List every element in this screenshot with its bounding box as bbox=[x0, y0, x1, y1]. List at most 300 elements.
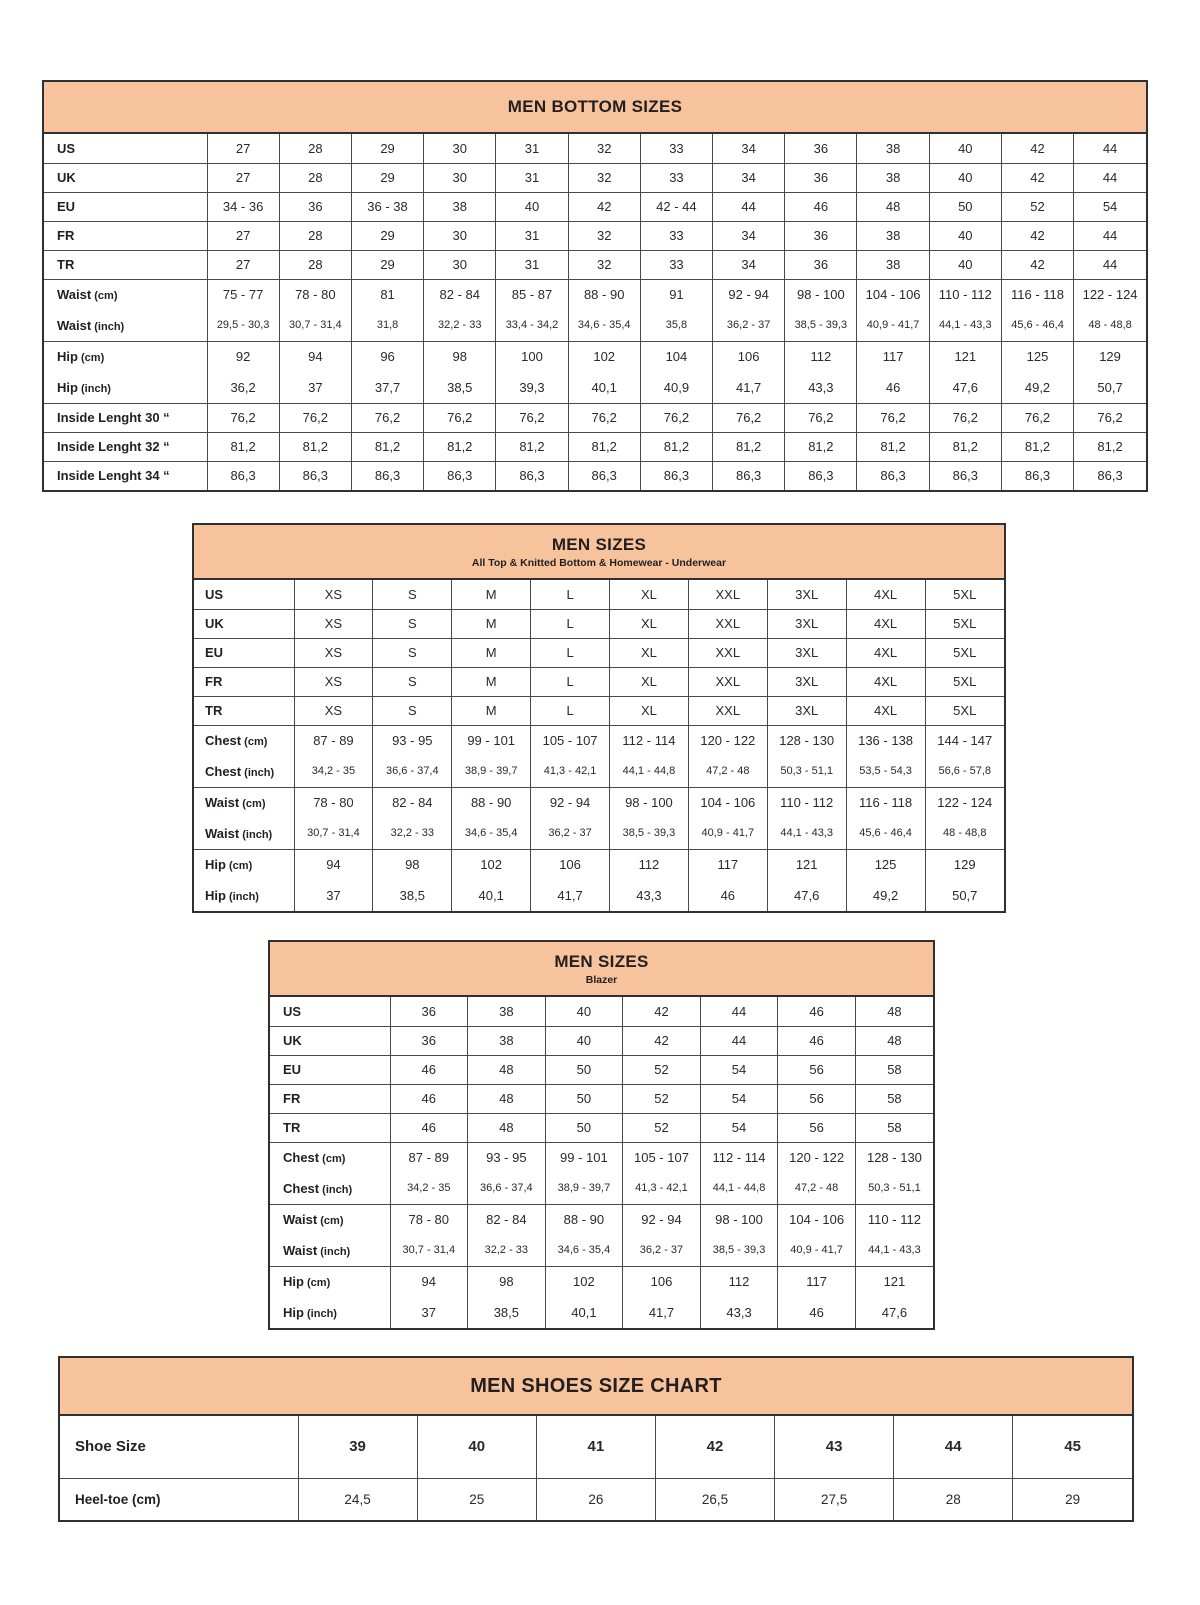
size-cell: 82 - 84 bbox=[468, 1204, 546, 1235]
table-row bbox=[44, 221, 1146, 250]
size-cell: 54 bbox=[1074, 192, 1146, 221]
size-cell: 110 - 112 bbox=[767, 787, 846, 818]
men-shoes-grid bbox=[60, 1416, 1132, 1520]
size-cell: 4XL bbox=[846, 638, 925, 667]
table-row bbox=[194, 725, 1004, 756]
size-cell: 32,2 - 33 bbox=[373, 818, 452, 849]
size-cell: 47,2 - 48 bbox=[688, 756, 767, 787]
size-cell: 44 bbox=[1074, 163, 1146, 192]
table-row bbox=[44, 432, 1146, 461]
table-row bbox=[194, 667, 1004, 696]
size-cell: 46 bbox=[857, 372, 929, 403]
size-cell: 93 - 95 bbox=[468, 1142, 546, 1173]
size-cell: 76,2 bbox=[1001, 403, 1073, 432]
size-cell: 44,1 - 44,8 bbox=[700, 1173, 778, 1204]
size-cell: 36 bbox=[785, 134, 857, 163]
size-cell: 4XL bbox=[846, 609, 925, 638]
size-cell: 76,2 bbox=[207, 403, 279, 432]
size-cell: 50 bbox=[929, 192, 1001, 221]
size-cell: 76,2 bbox=[424, 403, 496, 432]
size-cell: 47,6 bbox=[767, 880, 846, 911]
men-sizes-blazer-table bbox=[268, 940, 935, 1330]
row-label: Inside Lenght 30 “ bbox=[44, 403, 207, 432]
size-cell: 86,3 bbox=[785, 461, 857, 490]
size-cell: 27 bbox=[207, 221, 279, 250]
size-cell: 5XL bbox=[925, 667, 1004, 696]
size-cell: 104 - 106 bbox=[857, 279, 929, 310]
table-row bbox=[44, 341, 1146, 372]
size-cell: 56 bbox=[778, 1113, 856, 1142]
size-cell: 4XL bbox=[846, 667, 925, 696]
size-cell: 40,1 bbox=[452, 880, 531, 911]
size-cell: 34,6 - 35,4 bbox=[452, 818, 531, 849]
size-cell: 44 bbox=[1074, 250, 1146, 279]
size-cell: 45,6 - 46,4 bbox=[1001, 310, 1073, 341]
size-cell: 38,9 - 39,7 bbox=[545, 1173, 623, 1204]
size-cell: M bbox=[452, 667, 531, 696]
size-cell: 46 bbox=[688, 880, 767, 911]
size-cell: 34,6 - 35,4 bbox=[545, 1235, 623, 1266]
size-cell: 122 - 124 bbox=[925, 787, 1004, 818]
size-cell: 76,2 bbox=[857, 403, 929, 432]
size-cell: 30,7 - 31,4 bbox=[279, 310, 351, 341]
size-cell: 52 bbox=[623, 1113, 701, 1142]
size-cell: 33,4 - 34,2 bbox=[496, 310, 568, 341]
row-label: Chest (cm) bbox=[270, 1142, 390, 1173]
size-cell: 42 - 44 bbox=[640, 192, 712, 221]
size-cell: 34 bbox=[713, 250, 785, 279]
row-label: TR bbox=[270, 1113, 390, 1142]
row-label: UK bbox=[194, 609, 294, 638]
size-cell: 58 bbox=[855, 1055, 933, 1084]
size-cell: 120 - 122 bbox=[688, 725, 767, 756]
size-cell: 76,2 bbox=[929, 403, 1001, 432]
size-cell: 43,3 bbox=[785, 372, 857, 403]
size-cell: L bbox=[531, 638, 610, 667]
size-cell: 86,3 bbox=[929, 461, 1001, 490]
size-cell: 99 - 101 bbox=[545, 1142, 623, 1173]
size-cell: 93 - 95 bbox=[373, 725, 452, 756]
row-label: FR bbox=[194, 667, 294, 696]
row-label: FR bbox=[44, 221, 207, 250]
size-cell: 30,7 - 31,4 bbox=[390, 1235, 468, 1266]
size-cell: 3XL bbox=[767, 667, 846, 696]
size-cell: 102 bbox=[545, 1266, 623, 1297]
size-cell: 29 bbox=[351, 250, 423, 279]
row-label: Chest (cm) bbox=[194, 725, 294, 756]
size-cell: XL bbox=[610, 638, 689, 667]
size-cell: 54 bbox=[700, 1113, 778, 1142]
table-title: MEN SIZES bbox=[551, 534, 647, 554]
size-cell: 36 bbox=[785, 250, 857, 279]
size-cell: 76,2 bbox=[785, 403, 857, 432]
size-cell: 34,2 - 35 bbox=[294, 756, 373, 787]
size-cell: S bbox=[373, 609, 452, 638]
size-cell: 81,2 bbox=[424, 432, 496, 461]
size-cell: M bbox=[452, 696, 531, 725]
size-cell: 116 - 118 bbox=[846, 787, 925, 818]
table-row bbox=[270, 1173, 933, 1204]
table-row bbox=[194, 609, 1004, 638]
size-cell: 58 bbox=[855, 1084, 933, 1113]
size-cell: 28 bbox=[279, 134, 351, 163]
size-cell: 35,8 bbox=[640, 310, 712, 341]
size-cell: 38,5 - 39,3 bbox=[610, 818, 689, 849]
size-cell: 98 - 100 bbox=[785, 279, 857, 310]
size-cell: 38 bbox=[468, 997, 546, 1026]
size-cell: 92 bbox=[207, 341, 279, 372]
size-cell: 92 - 94 bbox=[713, 279, 785, 310]
size-cell: 45 bbox=[1013, 1416, 1132, 1478]
size-cell: XXL bbox=[688, 667, 767, 696]
row-label: Hip (cm) bbox=[194, 849, 294, 880]
size-cell: XL bbox=[610, 609, 689, 638]
size-cell: 41,7 bbox=[531, 880, 610, 911]
size-cell: 98 bbox=[424, 341, 496, 372]
size-cell: 86,3 bbox=[351, 461, 423, 490]
size-cell: 34 bbox=[713, 221, 785, 250]
size-cell: 106 bbox=[531, 849, 610, 880]
row-label: Inside Lenght 32 “ bbox=[44, 432, 207, 461]
size-cell: 28 bbox=[894, 1478, 1013, 1520]
size-cell: 39,3 bbox=[496, 372, 568, 403]
size-cell: 104 bbox=[640, 341, 712, 372]
size-cell: 125 bbox=[846, 849, 925, 880]
row-label: Hip (cm) bbox=[44, 341, 207, 372]
size-cell: 136 - 138 bbox=[846, 725, 925, 756]
size-cell: 50 bbox=[545, 1084, 623, 1113]
table-row bbox=[270, 1026, 933, 1055]
men-sizes-top-table bbox=[192, 523, 1006, 913]
size-cell: 5XL bbox=[925, 580, 1004, 609]
size-cell: 86,3 bbox=[279, 461, 351, 490]
size-cell: 129 bbox=[925, 849, 1004, 880]
size-cell: 38,5 bbox=[424, 372, 496, 403]
row-label: EU bbox=[44, 192, 207, 221]
size-cell: 81,2 bbox=[640, 432, 712, 461]
size-cell: 50 bbox=[545, 1113, 623, 1142]
size-cell: 3XL bbox=[767, 638, 846, 667]
size-cell: 54 bbox=[700, 1055, 778, 1084]
size-cell: 42 bbox=[623, 997, 701, 1026]
size-cell: 32,2 - 33 bbox=[468, 1235, 546, 1266]
table-subtitle: All Top & Knitted Bottom & Homewear - Underwear bbox=[471, 556, 727, 569]
size-cell: 31 bbox=[496, 250, 568, 279]
size-cell: 86,3 bbox=[640, 461, 712, 490]
size-cell: 36 bbox=[390, 1026, 468, 1055]
size-cell: 38 bbox=[857, 134, 929, 163]
table-row bbox=[194, 849, 1004, 880]
size-cell: 4XL bbox=[846, 696, 925, 725]
size-cell: 5XL bbox=[925, 638, 1004, 667]
size-cell: 38,5 bbox=[468, 1297, 546, 1328]
size-cell: 128 - 130 bbox=[767, 725, 846, 756]
size-cell: 81,2 bbox=[496, 432, 568, 461]
size-cell: 31 bbox=[496, 134, 568, 163]
size-cell: 46 bbox=[778, 997, 856, 1026]
size-cell: 125 bbox=[1001, 341, 1073, 372]
table-row bbox=[44, 134, 1146, 163]
size-cell: 52 bbox=[623, 1055, 701, 1084]
size-cell: 46 bbox=[778, 1026, 856, 1055]
row-label: US bbox=[57, 140, 76, 156]
size-cell: 33 bbox=[640, 134, 712, 163]
size-cell: 104 - 106 bbox=[688, 787, 767, 818]
size-cell: 106 bbox=[713, 341, 785, 372]
table-row bbox=[44, 163, 1146, 192]
men-shoes-size-chart-table bbox=[58, 1356, 1134, 1522]
size-cell: 32 bbox=[568, 221, 640, 250]
row-label: Shoe Size bbox=[75, 1438, 146, 1456]
size-cell: 86,3 bbox=[568, 461, 640, 490]
size-cell: 122 - 124 bbox=[1074, 279, 1146, 310]
size-cell: 28 bbox=[279, 221, 351, 250]
size-cell: 121 bbox=[767, 849, 846, 880]
size-cell: 36 bbox=[390, 997, 468, 1026]
size-cell: 29 bbox=[351, 163, 423, 192]
size-cell: 38 bbox=[857, 221, 929, 250]
size-cell: 98 - 100 bbox=[700, 1204, 778, 1235]
table-row bbox=[194, 818, 1004, 849]
size-cell: 91 bbox=[640, 279, 712, 310]
size-cell: 49,2 bbox=[846, 880, 925, 911]
size-cell: 38 bbox=[424, 192, 496, 221]
size-cell: L bbox=[531, 609, 610, 638]
table-row bbox=[270, 1142, 933, 1173]
size-cell: 47,2 - 48 bbox=[778, 1173, 856, 1204]
size-cell: XS bbox=[294, 667, 373, 696]
size-cell: 40,9 - 41,7 bbox=[778, 1235, 856, 1266]
size-cell: 32 bbox=[568, 134, 640, 163]
size-cell: 29 bbox=[1013, 1478, 1132, 1520]
size-cell: 86,3 bbox=[207, 461, 279, 490]
row-label: UK bbox=[44, 163, 207, 192]
row-label: FR bbox=[270, 1084, 390, 1113]
row-label: Hip (inch) bbox=[205, 888, 259, 903]
size-cell: 104 - 106 bbox=[778, 1204, 856, 1235]
size-cell: 56,6 - 57,8 bbox=[925, 756, 1004, 787]
men-bottom-sizes-grid bbox=[44, 134, 1146, 490]
size-cell: 76,2 bbox=[496, 403, 568, 432]
size-cell: 36 bbox=[785, 163, 857, 192]
size-cell: 29 bbox=[351, 134, 423, 163]
size-cell: 81,2 bbox=[785, 432, 857, 461]
size-cell: 76,2 bbox=[279, 403, 351, 432]
size-cell: XXL bbox=[688, 580, 767, 609]
size-cell: XS bbox=[294, 609, 373, 638]
size-cell: 40 bbox=[929, 163, 1001, 192]
table-row bbox=[270, 1084, 933, 1113]
size-cell: 85 - 87 bbox=[496, 279, 568, 310]
size-cell: 96 bbox=[351, 341, 423, 372]
size-cell: 76,2 bbox=[640, 403, 712, 432]
table-header bbox=[270, 942, 933, 997]
table-row bbox=[270, 1204, 933, 1235]
size-cell: 43 bbox=[775, 1416, 894, 1478]
table-row bbox=[270, 1297, 933, 1328]
size-cell: 99 - 101 bbox=[452, 725, 531, 756]
size-cell: 38 bbox=[468, 1026, 546, 1055]
size-cell: 47,6 bbox=[855, 1297, 933, 1328]
size-cell: 87 - 89 bbox=[294, 725, 373, 756]
row-label: Waist (cm) bbox=[194, 787, 294, 818]
size-cell: 38,5 - 39,3 bbox=[700, 1235, 778, 1266]
size-cell: 58 bbox=[855, 1113, 933, 1142]
size-cell: 86,3 bbox=[1074, 461, 1146, 490]
size-cell: XS bbox=[294, 580, 373, 609]
size-cell: 48 bbox=[468, 1084, 546, 1113]
size-cell: 5XL bbox=[925, 609, 1004, 638]
size-cell: 82 - 84 bbox=[373, 787, 452, 818]
size-cell: 46 bbox=[390, 1113, 468, 1142]
size-cell: 30,7 - 31,4 bbox=[294, 818, 373, 849]
size-cell: 41 bbox=[536, 1416, 655, 1478]
size-cell: 42 bbox=[1001, 134, 1073, 163]
size-cell: 48 bbox=[855, 1026, 933, 1055]
size-cell: 29,5 - 30,3 bbox=[207, 310, 279, 341]
size-cell: 50 bbox=[545, 1055, 623, 1084]
table-row bbox=[270, 997, 933, 1026]
size-cell: 50,7 bbox=[925, 880, 1004, 911]
table-row bbox=[194, 880, 1004, 911]
size-cell: 102 bbox=[568, 341, 640, 372]
size-cell: 92 - 94 bbox=[531, 787, 610, 818]
row-label: Hip (cm) bbox=[270, 1266, 390, 1297]
size-cell: 40,9 bbox=[640, 372, 712, 403]
table-row bbox=[44, 461, 1146, 490]
size-cell: 38 bbox=[857, 163, 929, 192]
size-cell: 81 bbox=[351, 279, 423, 310]
size-cell: 100 bbox=[496, 341, 568, 372]
size-cell: 44 bbox=[713, 192, 785, 221]
size-cell: 117 bbox=[857, 341, 929, 372]
size-cell: 86,3 bbox=[857, 461, 929, 490]
size-cell: 27,5 bbox=[775, 1478, 894, 1520]
size-cell: 4XL bbox=[846, 580, 925, 609]
size-cell: 44 bbox=[1074, 221, 1146, 250]
size-cell: 29 bbox=[351, 221, 423, 250]
size-cell: 39 bbox=[298, 1416, 417, 1478]
size-cell: 117 bbox=[778, 1266, 856, 1297]
size-cell: 50,7 bbox=[1074, 372, 1146, 403]
table-title: MEN SIZES bbox=[554, 951, 649, 971]
size-cell: 32 bbox=[568, 250, 640, 279]
row-label: Inside Lenght 34 “ bbox=[44, 461, 207, 490]
size-cell: 81,2 bbox=[1001, 432, 1073, 461]
size-cell: XS bbox=[294, 696, 373, 725]
size-cell: 30 bbox=[424, 250, 496, 279]
men-sizes-blazer-grid bbox=[270, 997, 933, 1328]
size-cell: 26 bbox=[536, 1478, 655, 1520]
size-cell: 128 - 130 bbox=[855, 1142, 933, 1173]
size-cell: XL bbox=[610, 667, 689, 696]
size-cell: 24,5 bbox=[298, 1478, 417, 1520]
size-cell: 46 bbox=[785, 192, 857, 221]
size-cell: XXL bbox=[688, 638, 767, 667]
row-label: US bbox=[205, 586, 224, 602]
size-cell: 44 bbox=[1074, 134, 1146, 163]
size-cell: 40,9 - 41,7 bbox=[857, 310, 929, 341]
row-label: EU bbox=[270, 1055, 390, 1084]
size-cell: 76,2 bbox=[1074, 403, 1146, 432]
table-row bbox=[194, 696, 1004, 725]
size-cell: 78 - 80 bbox=[294, 787, 373, 818]
size-cell: S bbox=[373, 580, 452, 609]
size-cell: 88 - 90 bbox=[452, 787, 531, 818]
size-cell: 36,2 - 37 bbox=[531, 818, 610, 849]
table-row bbox=[44, 250, 1146, 279]
size-cell: 81,2 bbox=[1074, 432, 1146, 461]
size-cell: 40 bbox=[929, 250, 1001, 279]
size-cell: 42 bbox=[1001, 250, 1073, 279]
size-cell: 48 bbox=[855, 997, 933, 1026]
size-cell: 144 - 147 bbox=[925, 725, 1004, 756]
size-cell: 36,2 - 37 bbox=[623, 1235, 701, 1266]
size-cell: 81,2 bbox=[568, 432, 640, 461]
size-cell: 32 bbox=[568, 163, 640, 192]
size-cell: 52 bbox=[1001, 192, 1073, 221]
size-cell: 44 bbox=[700, 1026, 778, 1055]
size-cell: XXL bbox=[688, 609, 767, 638]
size-cell: 36,6 - 37,4 bbox=[373, 756, 452, 787]
size-cell: L bbox=[531, 580, 610, 609]
table-row bbox=[270, 1113, 933, 1142]
size-cell: 30 bbox=[424, 221, 496, 250]
size-cell: 41,7 bbox=[713, 372, 785, 403]
row-label: EU bbox=[194, 638, 294, 667]
size-cell: 34,2 - 35 bbox=[390, 1173, 468, 1204]
size-cell: 33 bbox=[640, 250, 712, 279]
size-cell: 37,7 bbox=[351, 372, 423, 403]
men-sizes-top-grid bbox=[194, 580, 1004, 911]
size-cell: 40,9 - 41,7 bbox=[688, 818, 767, 849]
size-cell: 34 bbox=[713, 134, 785, 163]
size-cell: 78 - 80 bbox=[279, 279, 351, 310]
size-cell: M bbox=[452, 638, 531, 667]
size-cell: 37 bbox=[390, 1297, 468, 1328]
size-cell: 48 - 48,8 bbox=[1074, 310, 1146, 341]
size-cell: 44,1 - 43,3 bbox=[767, 818, 846, 849]
size-cell: 27 bbox=[207, 163, 279, 192]
row-label: Heel-toe (cm) bbox=[60, 1478, 298, 1520]
size-cell: 48 - 48,8 bbox=[925, 818, 1004, 849]
size-cell: 88 - 90 bbox=[545, 1204, 623, 1235]
size-cell: 116 - 118 bbox=[1001, 279, 1073, 310]
row-label: Waist (inch) bbox=[205, 825, 273, 841]
size-cell: 56 bbox=[778, 1055, 856, 1084]
row-label: Waist (cm) bbox=[270, 1204, 390, 1235]
size-cell: 46 bbox=[390, 1055, 468, 1084]
size-cell: 54 bbox=[700, 1084, 778, 1113]
size-cell: M bbox=[452, 580, 531, 609]
size-cell: 94 bbox=[279, 341, 351, 372]
size-cell: 32,2 - 33 bbox=[424, 310, 496, 341]
size-cell: 47,6 bbox=[929, 372, 1001, 403]
size-cell: 45,6 - 46,4 bbox=[846, 818, 925, 849]
row-label: Hip (inch) bbox=[283, 1305, 337, 1320]
size-cell: 33 bbox=[640, 221, 712, 250]
size-cell: 88 - 90 bbox=[568, 279, 640, 310]
size-cell: 42 bbox=[1001, 163, 1073, 192]
table-row bbox=[194, 787, 1004, 818]
size-cell: 76,2 bbox=[713, 403, 785, 432]
table-row bbox=[44, 310, 1146, 341]
size-cell: 43,3 bbox=[610, 880, 689, 911]
size-cell: 117 bbox=[688, 849, 767, 880]
size-cell: 31,8 bbox=[351, 310, 423, 341]
table-row bbox=[194, 580, 1004, 609]
size-cell: 105 - 107 bbox=[623, 1142, 701, 1173]
